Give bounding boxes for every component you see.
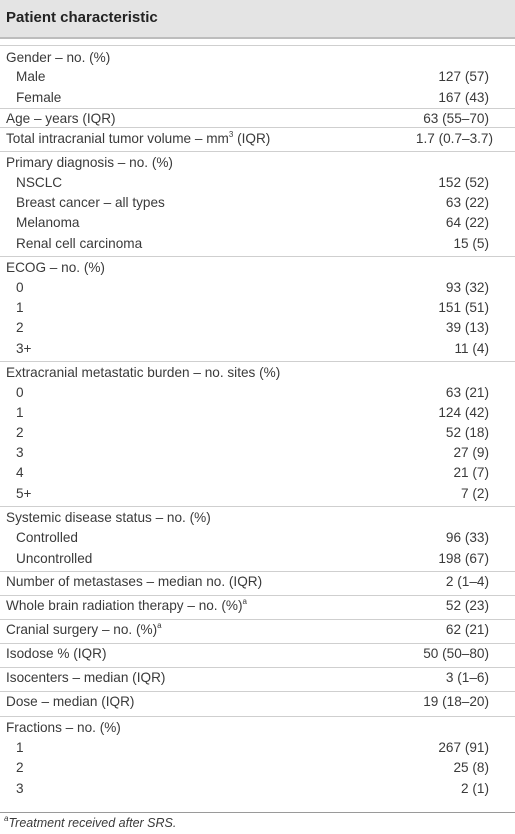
row-label: Systemic disease status – no. (%) bbox=[6, 510, 211, 525]
superscript-unit: 3 bbox=[228, 130, 234, 139]
table-row bbox=[0, 594, 515, 618]
table-header bbox=[0, 0, 515, 38]
table-row bbox=[0, 127, 515, 151]
row-label: 1 bbox=[16, 740, 24, 755]
row-value: 50 (50–80) bbox=[423, 646, 489, 661]
footnote-marker: a bbox=[242, 597, 247, 606]
table-footnote bbox=[4, 816, 176, 830]
row-value: 127 (57) bbox=[438, 69, 489, 84]
table-row bbox=[0, 337, 515, 361]
table-row bbox=[0, 570, 515, 594]
row-value: 63 (55–70) bbox=[423, 111, 489, 126]
row-value: 63 (22) bbox=[445, 195, 489, 210]
row-label: Melanoma bbox=[16, 215, 80, 230]
table-row bbox=[0, 547, 515, 571]
row-value: 3 (1–6) bbox=[445, 670, 489, 685]
row-label: Extracranial metastatic burden – no. sites (%) bbox=[6, 365, 281, 380]
row-label: NSCLC bbox=[16, 175, 63, 190]
row-label: ECOG – no. (%) bbox=[6, 260, 105, 275]
row-label: 3 bbox=[16, 781, 24, 796]
row-label: Renal cell carcinoma bbox=[16, 236, 143, 251]
row-value: 267 (91) bbox=[438, 740, 489, 755]
row-value: 124 (42) bbox=[438, 405, 489, 420]
row-value: 25 (8) bbox=[453, 760, 489, 775]
table-row bbox=[0, 642, 515, 666]
row-value: 1.7 (0.7–3.7) bbox=[415, 131, 493, 146]
row-label: Dose – median (IQR) bbox=[6, 694, 135, 709]
row-label: 2 bbox=[16, 320, 24, 335]
row-label: Uncontrolled bbox=[16, 551, 93, 566]
row-label: Breast cancer – all types bbox=[16, 195, 165, 210]
table-row bbox=[0, 232, 515, 256]
row-value: 62 (21) bbox=[445, 622, 489, 637]
row-value: 19 (18–20) bbox=[423, 694, 489, 709]
row-label: Primary diagnosis – no. (%) bbox=[6, 155, 173, 170]
row-value: 167 (43) bbox=[438, 90, 489, 105]
row-label: Isodose % (IQR) bbox=[6, 646, 107, 661]
table-row bbox=[0, 666, 515, 690]
row-value: 11 (4) bbox=[454, 341, 489, 356]
row-label: 0 bbox=[16, 280, 24, 295]
row-label: 5+ bbox=[16, 486, 32, 501]
row-label: 2 bbox=[16, 760, 24, 775]
footnote-marker: a bbox=[4, 814, 9, 823]
row-label: Whole brain radiation therapy – no. (%)$^a$ bbox=[6, 597, 247, 613]
row-label: 4 bbox=[16, 465, 24, 480]
row-label: Controlled bbox=[16, 530, 78, 545]
row-value: 2 (1) bbox=[461, 781, 489, 796]
table-row bbox=[0, 618, 515, 642]
table-row bbox=[0, 777, 515, 801]
row-value: 39 (13) bbox=[445, 320, 489, 335]
table-row bbox=[0, 482, 515, 506]
row-label: Number of metastases – median no. (IQR) bbox=[6, 574, 263, 589]
row-value: 21 (7) bbox=[453, 465, 489, 480]
row-label: Male bbox=[16, 69, 46, 84]
row-value: 15 (5) bbox=[453, 236, 489, 251]
row-label: 1 bbox=[16, 405, 24, 420]
row-label: 0 bbox=[16, 385, 24, 400]
header-divider bbox=[0, 37, 515, 39]
row-value: 152 (52) bbox=[438, 175, 489, 190]
row-value: 2 (1–4) bbox=[445, 574, 489, 589]
row-value: 198 (67) bbox=[438, 551, 489, 566]
row-value: 7 (2) bbox=[461, 486, 489, 501]
row-value: 27 (9) bbox=[453, 445, 489, 460]
row-value: 93 (32) bbox=[445, 280, 489, 295]
row-label: 3 bbox=[16, 445, 24, 460]
row-label: Cranial surgery – no. (%)$^a$ bbox=[6, 621, 162, 637]
row-value: 52 (23) bbox=[445, 598, 489, 613]
table-bottom-rule bbox=[0, 812, 515, 813]
row-value: 151 (51) bbox=[438, 300, 489, 315]
row-label: Isocenters – median (IQR) bbox=[6, 670, 166, 685]
footnote-marker: a bbox=[157, 621, 162, 630]
row-label: Total intracranial tumor volume – $mm^3$ (IQR) bbox=[6, 130, 271, 146]
row-label: Fractions – no. (%) bbox=[6, 720, 121, 735]
row-label: 1 bbox=[16, 300, 24, 315]
row-value: 64 (22) bbox=[445, 215, 489, 230]
row-label: 2 bbox=[16, 425, 24, 440]
row-value: 96 (33) bbox=[445, 530, 489, 545]
row-value: 63 (21) bbox=[445, 385, 489, 400]
row-value: 52 (18) bbox=[445, 425, 489, 440]
footnote-text: Treatment received after SRS. bbox=[8, 816, 177, 830]
row-label: Female bbox=[16, 90, 62, 105]
column-header-patient-characteristic: Patient characteristic bbox=[6, 9, 158, 26]
row-label: 3+ bbox=[16, 341, 32, 356]
table-row bbox=[0, 690, 515, 714]
row-label: Gender – no. (%) bbox=[6, 50, 111, 65]
row-label: Age – years (IQR) bbox=[6, 111, 116, 126]
